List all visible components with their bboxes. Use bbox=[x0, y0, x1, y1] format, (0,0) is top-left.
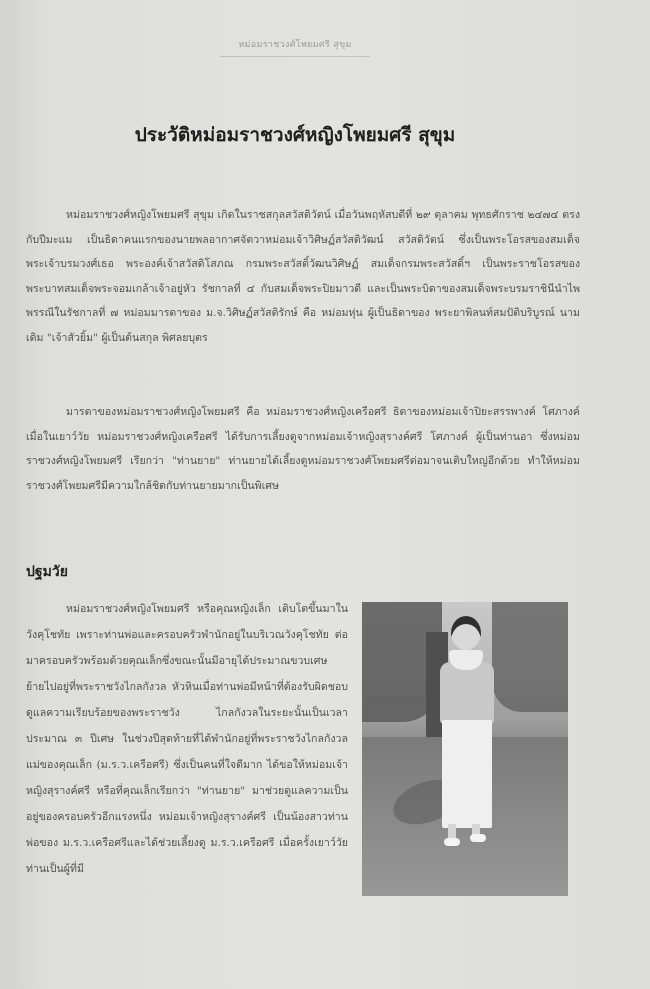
section-heading: ปฐมวัย bbox=[26, 564, 68, 580]
paragraph-2: มารดาของหม่อมราชวงศ์หญิงโพยมศรี คือ หม่อมราชวงศ์หญิงเครือศรี ธิดาของหม่อมเจ้าปิยะสรรพางค์ โศภางค์ เมื่อในเยาว์วัย หม่อมราชวงศ์หญิงเครือศรี ได้รับการเลี้ยงดูจากหม่อมเจ้าหญิงสุรางค์ศรี โศภางค์ ผู้เป็นท่านอา ซึ่งหม่อมราชวงศ์หญิงโพยมศรี เรียกว่า "ท่านยาย" ท่านยายได้เลี้ยงดูหม่อมราชวงศ์โพยมศรีต่อมาจนเติบใหญ่อีกด้วย ทำให้หม่อมราชวงศ์โพยมศรีมีความใกล้ชิดกับท่านยายมากเป็นพิเศษ bbox=[26, 406, 580, 492]
photo-child-skirt bbox=[442, 720, 492, 828]
section-paragraph: หม่อมราชวงศ์หญิงโพยมศรี หรือคุณหญิงเล็ก เติบโตขึ้นมาในวังคุโชทัย เพราะท่านพ่อและครอบครัวพำนักอยู่ในบริเวณวังคุโชทัย ต่อมาครอบครัวพร้อมด้วยคุณเล็กซึ่งขณะนั้นมีอายุได้ประมาณขวบเศษ ย้ายไปอยู่ที่พระราชวังไกลกังวล หัวหินเมื่อท่านพ่อมีหน้าที่ต้องรับผิดชอบดูแลความเรียบร้อยของพระราชวัง ไกลกังวลในระยะนั้นเป็นเวลาประมาณ ๓ ปีเศษ ในช่วงปีสุดท้ายที่ได้พำนักอยู่ที่พระราชวังไกลกังวล แม่ของคุณเล็ก (ม.ร.ว.เครือศรี) ซึ่งเป็นคนที่ใจดีมาก ได้ขอให้หม่อมเจ้าหญิงสุรางค์ศรี หรือที่คุณเล็กเรียกว่า "ท่านยาย" มาช่วยดูแลความเป็นอยู่ของครอบครัวอีกแรงหนึ่ง หม่อมเจ้าหญิงสุรางค์ศรี เป็นน้องสาวท่านพ่อของ ม.ร.ว.เครือศรีและได้ช่วยเลี้ยงดู ม.ร.ว.เครือศรี เมื่อครั้งเยาว์วัย ท่านเป็นผู้ที่มี bbox=[26, 603, 348, 875]
header-rule bbox=[220, 56, 370, 57]
photo-child-shirt bbox=[440, 662, 494, 724]
photo-child-head bbox=[451, 616, 481, 650]
photo-tree-right bbox=[492, 602, 568, 712]
paragraph-1: หม่อมราชวงศ์หญิงโพยมศรี สุขุม เกิดในราชสกุลสวัสดิวัตน์ เมื่อวันพฤหัสบดีที่ ๒๙ ตุลาคม พุทธศักราช ๒๔๗๔ ตรงกับปีมะแม เป็นธิดาคนแรกของนายพลอากาศจัตวาหม่อมเจ้าวิศิษฏ์สวัสดิวัฒน์ สวัสดิวัตน์ ซึ่งเป็นพระโอรสของสมเด็จพระเจ้าบรมวงศ์เธอ พระองค์เจ้าสวัสดิโสภณ กรมพระสวัสดิ์วัฒนวิศิษฏ์ สมเด็จกรมพระสวัสดิ์ฯ เป็นพระราชโอรสของพระบาทสมเด็จพระจอมเกล้าเจ้าอยู่หัว รัชกาลที่ ๔ กับสมเด็จพระปิยมาวดี และเป็นพระบิดาของสมเด็จพระบรมราชินีนำไพพรรณีในรัชกาลที่ ๗ หม่อมมารดาของ ม.จ.วิศิษฏ์สวัสดิรักษ์ คือ หม่อมหุ่น ผู้เป็นธิดาของ พระยาพิลนท์สมปัติบริบูรณ์ นามเดิม "เจ้าสัวยิ้ม" ผู้เป็นต้นสกุล พิศลยบุตร bbox=[26, 209, 580, 344]
running-head: หม่อมราชวงศ์โพยมศรี สุขุม bbox=[238, 40, 352, 50]
photo-child-shoe-right bbox=[470, 834, 486, 842]
childhood-photo bbox=[362, 602, 568, 896]
page-title: ประวัติหม่อมราชวงศ์หญิงโพยมศรี สุขุม bbox=[134, 124, 456, 146]
photo-child-shoe-left bbox=[444, 838, 460, 846]
